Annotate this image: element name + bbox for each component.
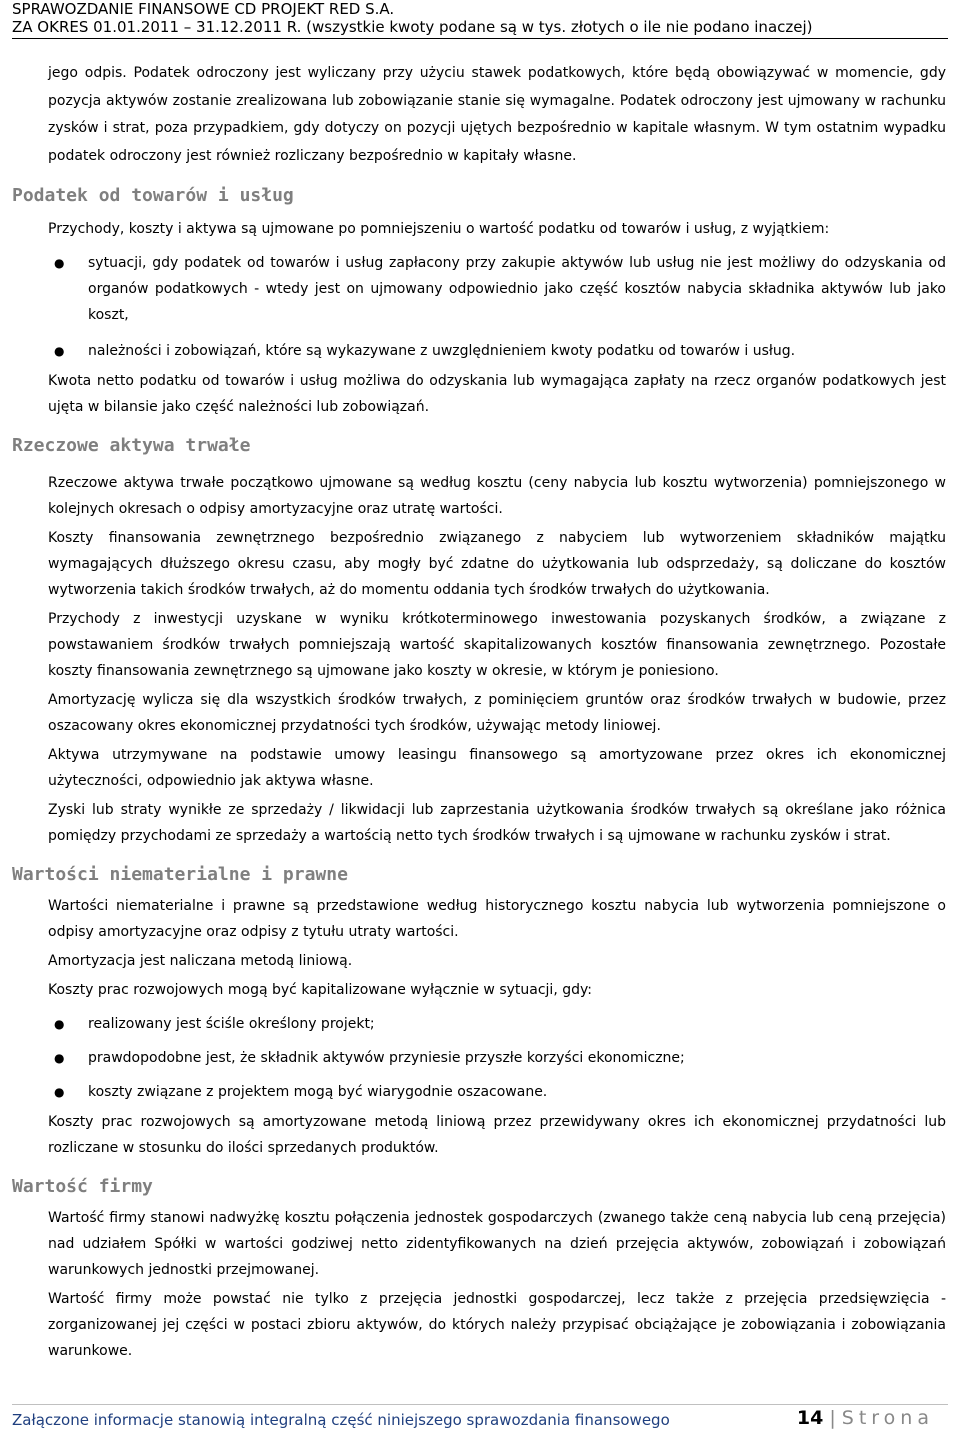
section-title-goodwill: Wartość firmy (12, 1176, 153, 1197)
goodwill-paragraph-1: Wartość firmy stanowi nadwyżkę kosztu połączenia jednostek gospodarczych (zwanego także ceną nabycia lub ceną przejęcia) nad udziałem Spółki w wartości godziwej netto zidentyfikowanych na dzień przejęcia aktywów, zobowiązań i zobowiązań warunkowych jednostki przejmowanej. (48, 1210, 946, 1278)
list-item (48, 1079, 946, 1105)
fixed-assets-paragraph: Przychody z inwestycji uzyskane w wyniku krótkoterminowego inwestowania pozyskanych środków, a związane z powstawaniem środków trwałych pomniejszają wartość skapitalizowanych kosztów finansowania zewnętrznego. Pozostałe koszty finansowania zewnętrznego są ujmowane jako koszty w okresie, w którym je poniesiono. (48, 611, 946, 679)
fixed-assets-paragraph: Koszty finansowania zewnętrznego bezpośrednio związanego z nabyciem lub wytworzeniem składników majątku wymagających dłuższego okresu czasu, aby mogły być zdatne do użytkowania lub odsprzedaży, są doliczane do kosztów wytworzenia takich środków trwałych, aż do momentu oddania tych środków trwałych do użytkowania. (48, 530, 946, 598)
list-item-text: koszty związane z projektem mogą być wiarygodnie oszacowane. (88, 1084, 548, 1100)
fixed-assets-paragraph: Rzeczowe aktywa trwałe początkowo ujmowane są według kosztu (ceny nabycia lub kosztu wytworzenia) pomniejszonego w kolejnych okresach o odpisy amortyzacyjne oraz utratę wartości. (48, 475, 946, 517)
fixed-assets-paragraph: Aktywa utrzymywane na podstawie umowy leasingu finansowego są amortyzowane przez okres ich ekonomicznej użyteczności, odpowiednio jak aktywa własne. (48, 747, 946, 789)
page-header (12, 0, 948, 39)
page-number: 14 (796, 1407, 824, 1429)
bullet-icon: ● (54, 344, 65, 358)
bullet-icon: ● (54, 1051, 65, 1065)
vat-exceptions-list (48, 250, 946, 364)
section-title-vat: Podatek od towarów i usług (12, 185, 294, 206)
section-title-fixed-assets: Rzeczowe aktywa trwałe (12, 435, 251, 456)
header-title: SPRAWOZDANIE FINANSOWE CD PROJEKT RED S.A. (12, 0, 395, 18)
list-item-text: prawdopodobne jest, że składnik aktywów przyniesie przyszłe korzyści ekonomiczne; (88, 1050, 685, 1066)
list-item (48, 1045, 946, 1071)
intangibles-paragraph-1: Wartości niematerialne i prawne są przedstawione według historycznego kosztu nabycia lub wytworzenia pomniejszone o odpisy amortyzacyjne oraz odpisy z tytułu utraty wartości. (48, 898, 946, 940)
section-title-intangibles: Wartości niematerialne i prawne (12, 864, 348, 885)
bullet-icon: ● (54, 256, 65, 270)
page-label: Strona (841, 1407, 934, 1429)
fixed-assets-paragraph: Amortyzację wylicza się dla wszystkich środków trwałych, z pominięciem gruntów oraz środków trwałych w budowie, przez oszacowany okres ekonomicznej przydatności tych środków, używając metody liniowej. (48, 692, 946, 734)
intangibles-paragraph-3: Koszty prac rozwojowych mogą być kapitalizowane wyłącznie w sytuacji, gdy: (48, 982, 592, 998)
bullet-icon: ● (54, 1085, 65, 1099)
bullet-icon: ● (54, 1017, 65, 1031)
intangibles-paragraph-2: Amortyzacja jest naliczana metodą liniową. (48, 953, 353, 969)
goodwill-paragraph-2: Wartość firmy może powstać nie tylko z przejęcia jednostki gospodarczej, lecz także z przejęcia przedsięwzięcia - zorganizowanej jej części w postaci zbioru aktywów, do których należy przypisać obciążające je zobowiązania i zobowiązania warunkowe. (48, 1291, 946, 1359)
intro-paragraph: jego odpis. Podatek odroczony jest wyliczany przy użyciu stawek podatkowych, które będą obowiązywać w momencie, gdy pozycja aktywów zostanie zrealizowana lub zobowiązanie stanie się wymagalne. Podatek odroczony jest ujmowany w rachunku zysków i strat, poza przypadkiem, gdy dotyczy on pozycji ujętych bezpośrednio w kapitale własnym. W tym ostatnim wypadku podatek odroczony jest również rozliczany bezpośrednio w kapitały własne. (48, 65, 946, 164)
list-item (48, 250, 946, 328)
header-period: ZA OKRES 01.01.2011 – 31.12.2011 R. (wszystkie kwoty podane są w tys. złotych o ile nie podano inaczej) (12, 18, 948, 39)
fixed-assets-paragraph: Zyski lub straty wynikłe ze sprzedaży / likwidacji lub zaprzestania użytkowania środków trwałych są określane jako różnica pomiędzy przychodami ze sprzedaży a wartością netto tych środków trwałych i są ujmowane w rachunku zysków i strat. (48, 802, 946, 844)
document-body (12, 60, 946, 1367)
list-item-text: sytuacji, gdy podatek od towarów i usług zapłacony przy zakupie aktywów lub usług nie jest możliwy do odzyskania od organów podatkowych - wtedy jest on ujmowany odpowiednio jako część kosztów nabycia składnika aktywów lub jako koszt, (88, 255, 946, 323)
development-costs-list (48, 1011, 946, 1105)
intangibles-paragraph-4: Koszty prac rozwojowych są amortyzowane metodą liniową przez przewidywany okres ich ekonomicznej przydatności lub rozliczane w stosunku do ilości sprzedanych produktów. (48, 1114, 946, 1156)
page-indicator (797, 1405, 934, 1431)
vat-paragraph-2: Kwota netto podatku od towarów i usług możliwa do odzyskania lub wymagająca zapłaty na rzecz organów podatkowych jest ujęta w bilansie jako część należności lub zobowiązań. (48, 373, 946, 415)
list-item-text: realizowany jest ściśle określony projekt; (88, 1016, 375, 1032)
page-separator: | (829, 1407, 836, 1429)
page-footer (12, 1404, 948, 1433)
footer-note: Załączone informacje stanowią integralną część niniejszego sprawozdania finansowego (12, 1411, 670, 1429)
list-item (48, 1011, 946, 1037)
vat-paragraph-1: Przychody, koszty i aktywa są ujmowane po pomniejszeniu o wartość podatku od towarów i usług, z wyjątkiem: (48, 221, 830, 237)
list-item-text: należności i zobowiązań, które są wykazywane z uwzględnieniem kwoty podatku od towarów i usług. (88, 343, 796, 359)
list-item (48, 338, 946, 364)
